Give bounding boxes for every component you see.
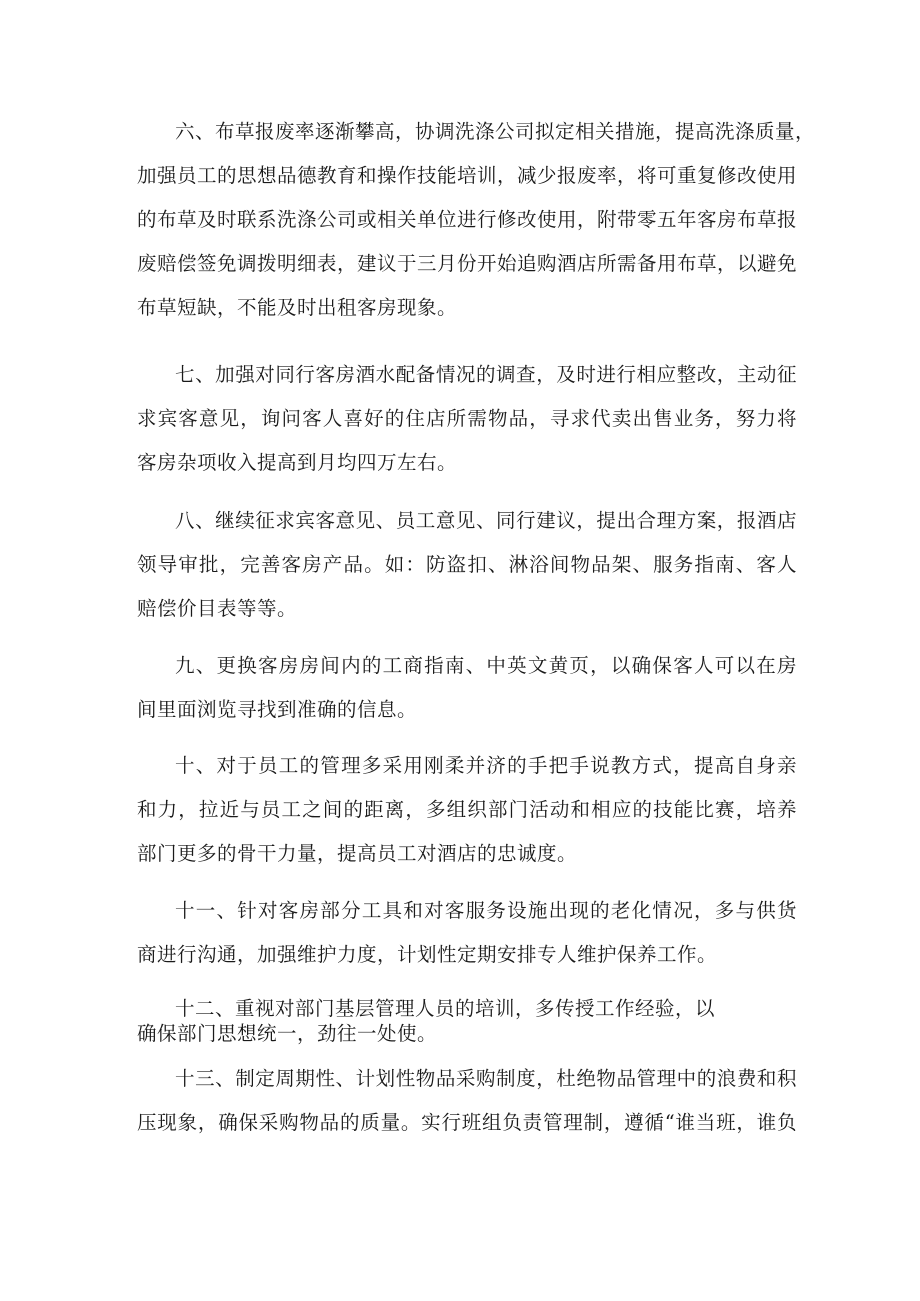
paragraph-line: 七、加强对同行客房酒水配备情况的调查，及时进行相应整改，主动征 [175,363,797,386]
paragraph-line: 商进行沟通，加强维护力度，计划性定期安排专人维护保养工作。 [137,943,718,966]
paragraph-line: 压现象，确保采购物品的质量。实行班组负责管理制，遵循“谁当班，谁负 [137,1111,797,1134]
paragraph-line: 领导审批，完善客房产品。如：防盗扣、淋浴间物品架、服务指南、客人 [137,553,797,576]
paragraph-line: 废赔偿签免调拨明细表，建议于三月份开始追购酒店所需备用布草，以避免 [137,252,798,275]
paragraph-line: 十三、制定周期性、计划性物品采购制度，杜绝物品管理中的浪费和积 [175,1067,797,1090]
paragraph-line: 九、更换客房房间内的工商指南、中英文黄页，以确保客人可以在房 [175,654,797,677]
paragraph-line: 十一、针对客房部分工具和对客服务设施出现的老化情况，多与供货 [175,899,797,922]
paragraph-line: 八、继续征求宾客意见、员工意见、同行建议，提出合理方案，报酒店 [175,509,797,532]
paragraph-line: 六、布草报废率逐渐攀高，协调洗涤公司拟定相关措施，提高洗涤质量， [175,120,816,143]
paragraph-line: 客房杂项收入提高到月均四万左右。 [137,451,458,474]
paragraph-line: 布草短缺，不能及时出租客房现象。 [137,296,458,319]
paragraph-7 [137,353,797,485]
paragraph-line: 求宾客意见，询问客人喜好的住店所需物品，寻求代卖出售业务，努力将 [137,407,797,430]
paragraph-line: 确保部门思想统一，劲往一处使。 [137,1022,438,1045]
paragraph-line: 的布草及时联系洗涤公司或相关单位进行修改使用，附带零五年客房布草报 [137,208,798,231]
paragraph-10 [137,744,797,876]
paragraph-line: 十、对于员工的管理多采用刚柔并济的手把手说教方式，提高自身亲 [175,754,797,777]
paragraph-12 [137,987,797,1049]
paragraph-line: 加强员工的思想品德教育和操作技能培训，减少报废率，将可重复修改使用 [137,164,798,187]
paragraph-11 [137,889,797,977]
paragraph-9 [137,644,797,732]
paragraph-6 [137,110,816,330]
paragraph-8 [137,499,797,631]
paragraph-line: 赔偿价目表等等。 [137,597,298,620]
paragraph-line: 部门更多的骨干力量，提高员工对酒店的忠诚度。 [137,842,578,865]
paragraph-13 [137,1057,797,1145]
paragraph-line: 十二、重视对部门基层管理人员的培训，多传授工作经验，以 [175,997,716,1020]
paragraph-line: 间里面浏览寻找到准确的信息。 [137,698,418,721]
paragraph-line: 和力，拉近与员工之间的距离，多组织部门活动和相应的技能比赛，培养 [137,798,797,821]
